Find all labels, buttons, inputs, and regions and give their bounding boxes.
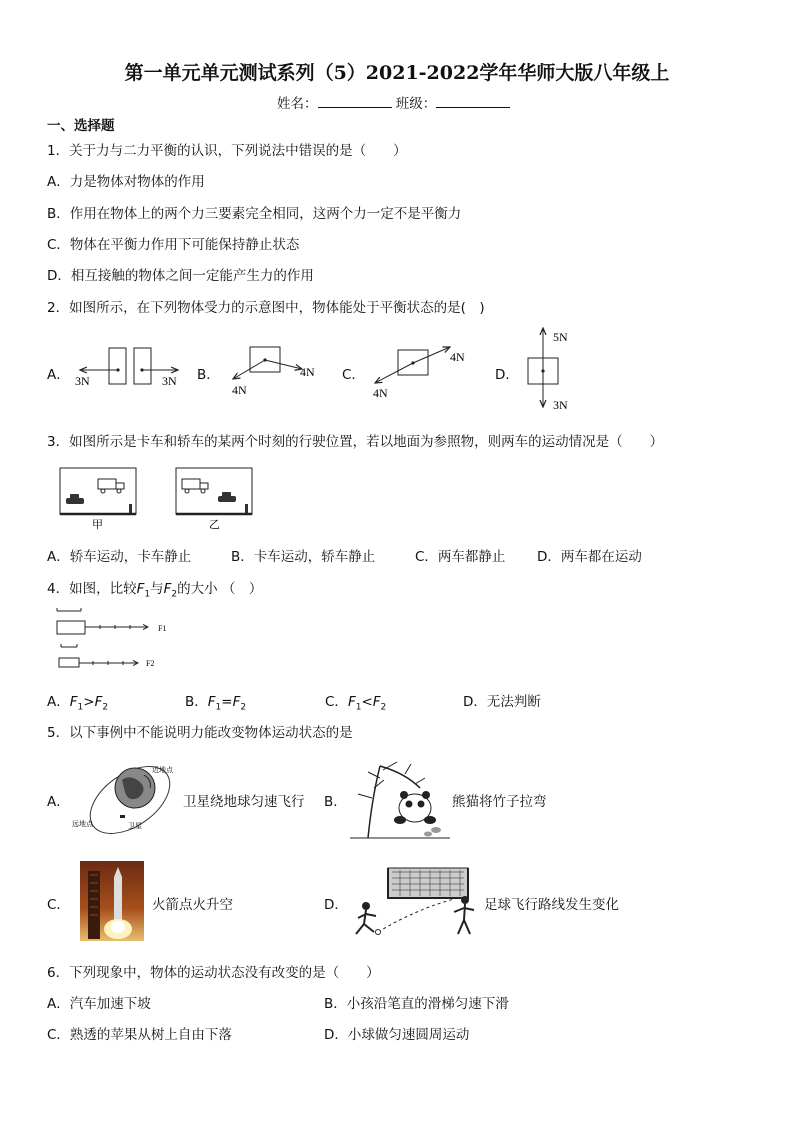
satellite-orbit-image (70, 760, 180, 835)
q5-option-d: D． (324, 897, 348, 913)
q3-stem: 3．如图所示是卡车和轿车的某两个时刻的行驶位置，若以地面为参照物，则两车的运动情况是（ ） (47, 434, 664, 450)
q4-f1-symbol: F (136, 581, 145, 597)
q5-option-b: B． (324, 794, 347, 810)
q2-option-b: B． (197, 367, 220, 383)
q4-a-sub2: 2 (102, 702, 109, 713)
q4-c-f2: F (372, 694, 381, 710)
rocket-launch-image (80, 861, 144, 941)
q1-option-a: A．力是物体对物体的作用 (47, 174, 205, 190)
q2-d-top-force: 5N (553, 330, 568, 344)
tree-marker (129, 504, 132, 513)
q2-fig-b (232, 347, 315, 397)
q4-c-sub2: 2 (380, 702, 387, 713)
q4-a-sub1: 1 (77, 702, 84, 713)
q2-c-left-force: 4N (373, 386, 388, 400)
car-icon (218, 492, 236, 502)
q4-a-f2: F (94, 694, 103, 710)
q5-option-b-text: 熊猫将竹子拉弯 (452, 794, 547, 810)
q6-option-a: A．汽车加速下坡 (47, 996, 151, 1012)
q3-label-right: 乙 (209, 519, 220, 531)
q3-vehicle-figure (58, 465, 258, 531)
q2-option-c: C． (342, 367, 365, 383)
q4-b-rel: = (221, 694, 233, 710)
q1-option-d: D．相互接触的物体之间一定能产生力的作用 (47, 268, 314, 284)
truck-icon (98, 479, 124, 493)
q4-force-figure (52, 605, 202, 675)
name-label: 姓名： (277, 96, 318, 112)
q4-c-f1: F (347, 694, 356, 710)
q2-d-bottom-force: 3N (553, 398, 568, 412)
q4-b-f2: F (232, 694, 241, 710)
q6-option-b: B．小孩沿笔直的滑梯匀速下滑 (324, 996, 509, 1012)
section-heading: 一、选择题 (47, 118, 115, 134)
q1-stem: 1．关于力与二力平衡的认识，下列说法中错误的是（ ） (47, 143, 407, 159)
q5-option-d-text: 足球飞行路线发生变化 (484, 897, 619, 913)
q4-a-f1: F (69, 694, 78, 710)
q2-option-a: A． (47, 367, 70, 383)
q4-b-f1: F (207, 694, 216, 710)
q4-b-sub1: 1 (215, 702, 222, 713)
q5-option-a-text: 卫星绕地球匀速飞行 (183, 794, 305, 810)
q4-fig-f2: F2 (146, 659, 155, 668)
q4-option-a (47, 690, 108, 713)
car-icon (66, 494, 84, 504)
q3-label-left: 甲 (92, 519, 103, 531)
q4-f1-sub: 1 (144, 589, 151, 600)
q3-option-a: A．轿车运动，卡车静止 (47, 549, 192, 565)
q6-option-d: D．小球做匀速圆周运动 (324, 1027, 470, 1043)
q4-stem-suffix: 的大小 （ ） (177, 581, 263, 597)
q2-fig-c (373, 347, 465, 400)
q4-c-sub1: 1 (355, 702, 362, 713)
q5-option-a: A． (47, 794, 70, 810)
q3-option-d: D．两车都在运动 (537, 549, 642, 565)
q4-a-label: A． (47, 694, 70, 710)
q1-option-c: C．物体在平衡力作用下可能保持静止状态 (47, 237, 300, 253)
q4-stem-mid: 与 (150, 581, 164, 597)
q2-fig-a (75, 348, 178, 388)
class-blank (436, 95, 510, 108)
q2-b-right-force: 4N (300, 365, 315, 379)
tree-marker (245, 504, 248, 513)
truck-icon (182, 479, 208, 493)
class-label: 班级： (395, 96, 437, 112)
q2-stem: 2．如图所示，在下列物体受力的示意图中，物体能处于平衡状态的是( ) (47, 300, 485, 316)
q4-stem-prefix: 4．如图，比较 (47, 581, 137, 597)
q4-option-d: D．无法判断 (463, 694, 541, 710)
q4-stem (47, 577, 262, 600)
page-title: 第一单元单元测试系列（5）2021-2022学年华师大版八年级上 (124, 62, 670, 84)
q5-stem: 5．以下事例中不能说明力能改变物体运动状态的是 (47, 725, 353, 741)
q4-b-sub2: 2 (240, 702, 247, 713)
q4-fig-f1: F1 (158, 624, 167, 633)
q4-f2-symbol: F (163, 581, 172, 597)
q2-c-right-force: 4N (450, 350, 465, 364)
q2-fig-d (528, 328, 568, 412)
q4-option-c (325, 690, 386, 713)
q5-option-c-text: 火箭点火升空 (152, 897, 233, 913)
satellite-label: 卫星 (128, 822, 142, 830)
q1-option-b: B．作用在物体上的两个力三要素完全相同，这两个力一定不是平衡力 (47, 206, 462, 222)
q3-option-c: C．两车都静止 (415, 549, 506, 565)
student-info (277, 92, 510, 112)
q2-a-right-force: 3N (162, 374, 177, 388)
q4-option-b (185, 690, 246, 713)
name-blank (318, 95, 392, 108)
q4-c-rel: < (361, 694, 373, 710)
panda-bamboo-image (350, 758, 450, 840)
near-point-label: 近地点 (152, 766, 173, 774)
soccer-kick-image (348, 862, 480, 942)
q4-c-label: C． (325, 694, 348, 710)
far-point-label: 远地点 (72, 820, 93, 828)
q4-f2-sub: 2 (171, 589, 178, 600)
q2-option-d: D． (495, 367, 519, 383)
q4-b-label: B． (185, 694, 208, 710)
q2-force-diagrams (65, 325, 745, 415)
q6-stem: 6．下列现象中，物体的运动状态没有改变的是（ ） (47, 965, 380, 981)
q6-option-c: C．熟透的苹果从树上自由下落 (47, 1027, 232, 1043)
q3-option-b: B．卡车运动，轿车静止 (231, 549, 376, 565)
q2-a-left-force: 3N (75, 374, 90, 388)
q5-option-c: C． (47, 897, 70, 913)
q4-a-rel: > (83, 694, 95, 710)
q2-b-left-force: 4N (232, 383, 247, 397)
